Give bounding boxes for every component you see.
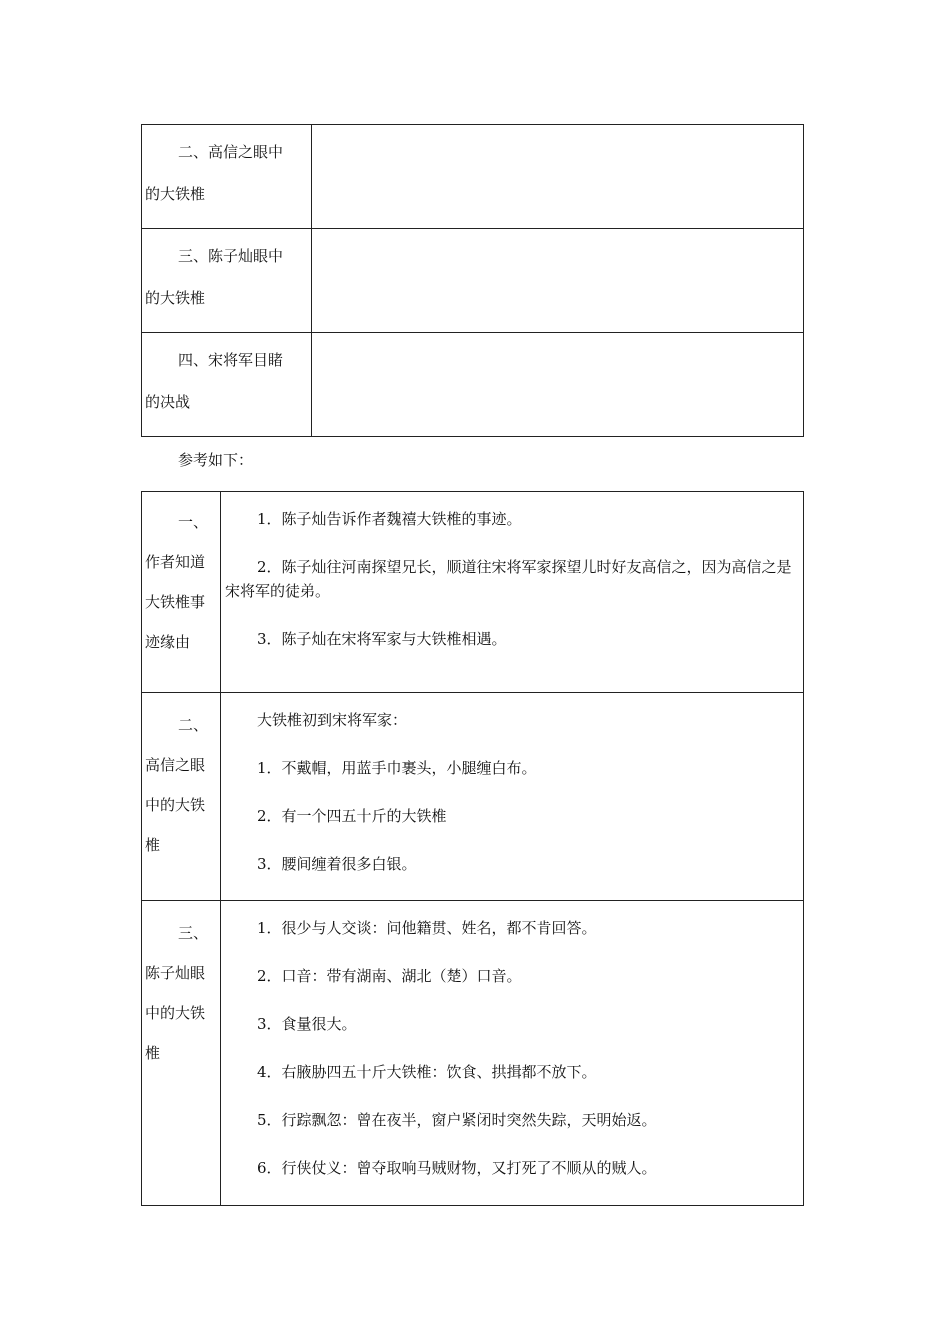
row-content-cell (221, 693, 804, 901)
list-item: 5．行踪飘忽：曾在夜半，窗户紧闭时突然失踪，天明始返。 (257, 1111, 657, 1129)
list-item: 3．食量很大。 (257, 1015, 357, 1033)
table-row (142, 693, 804, 901)
list-item: 3．陈子灿在宋将军家与大铁椎相遇。 (257, 630, 507, 648)
row-heading-number: 一、 (178, 513, 209, 531)
reference-answer-table (141, 491, 804, 1206)
list-item: 2．有一个四五十斤的大铁椎 (257, 807, 447, 825)
row-label-line1: 四、宋将军目睹 (178, 351, 284, 369)
row-heading-cell (142, 492, 221, 693)
row-label-line2: 的决战 (145, 393, 191, 411)
table-row (142, 333, 804, 437)
row-label-line1: 二、高信之眼中 (178, 143, 284, 161)
row-content-cell (221, 901, 804, 1206)
list-item: 1．不戴帽，用蓝手巾裹头，小腿缠白布。 (257, 759, 537, 777)
row-label-cell (142, 125, 312, 229)
list-item: 6．行侠仗义：曾夺取响马贼财物，又打死了不顺从的贼人。 (257, 1159, 657, 1177)
row-heading-text: 作者知道大铁椎事迹缘由 (145, 553, 206, 651)
table-row (142, 492, 804, 693)
table-row (142, 125, 804, 229)
row-heading-cell (142, 901, 221, 1206)
row-label-line1: 三、陈子灿眼中 (178, 247, 284, 265)
row-label-line2: 的大铁椎 (145, 289, 206, 307)
list-item: 大铁椎初到宋将军家： (257, 711, 408, 729)
row-label-line2: 的大铁椎 (145, 185, 206, 203)
list-item: 4．右腋胁四五十斤大铁椎：饮食、拱揖都不放下。 (257, 1063, 597, 1081)
blank-answer-cell[interactable] (312, 125, 804, 229)
row-heading-cell (142, 693, 221, 901)
list-item: 2．陈子灿往河南探望兄长，顺道往宋将军家探望儿时好友高信之，因为高信之是宋将军的徒弟。 (225, 558, 792, 600)
table-row (142, 901, 804, 1206)
blank-answer-cell[interactable] (312, 333, 804, 437)
blank-answer-cell[interactable] (312, 229, 804, 333)
row-heading-text: 陈子灿眼中的大铁椎 (145, 964, 206, 1062)
row-heading-text: 高信之眼中的大铁椎 (145, 756, 206, 854)
reference-note: 参考如下： (178, 451, 254, 469)
list-item: 1．陈子灿告诉作者魏禧大铁椎的事迹。 (257, 510, 522, 528)
row-label-cell (142, 229, 312, 333)
list-item: 1．很少与人交谈：问他籍贯、姓名，都不肯回答。 (257, 919, 597, 937)
list-item: 3．腰间缠着很多白银。 (257, 855, 417, 873)
row-content-cell (221, 492, 804, 693)
list-item: 2．口音：带有湖南、湖北（楚）口音。 (257, 967, 522, 985)
table-row (142, 229, 804, 333)
blank-outline-table (141, 124, 804, 437)
row-heading-number: 三、 (178, 924, 209, 942)
row-heading-number: 二、 (178, 716, 209, 734)
row-label-cell (142, 333, 312, 437)
